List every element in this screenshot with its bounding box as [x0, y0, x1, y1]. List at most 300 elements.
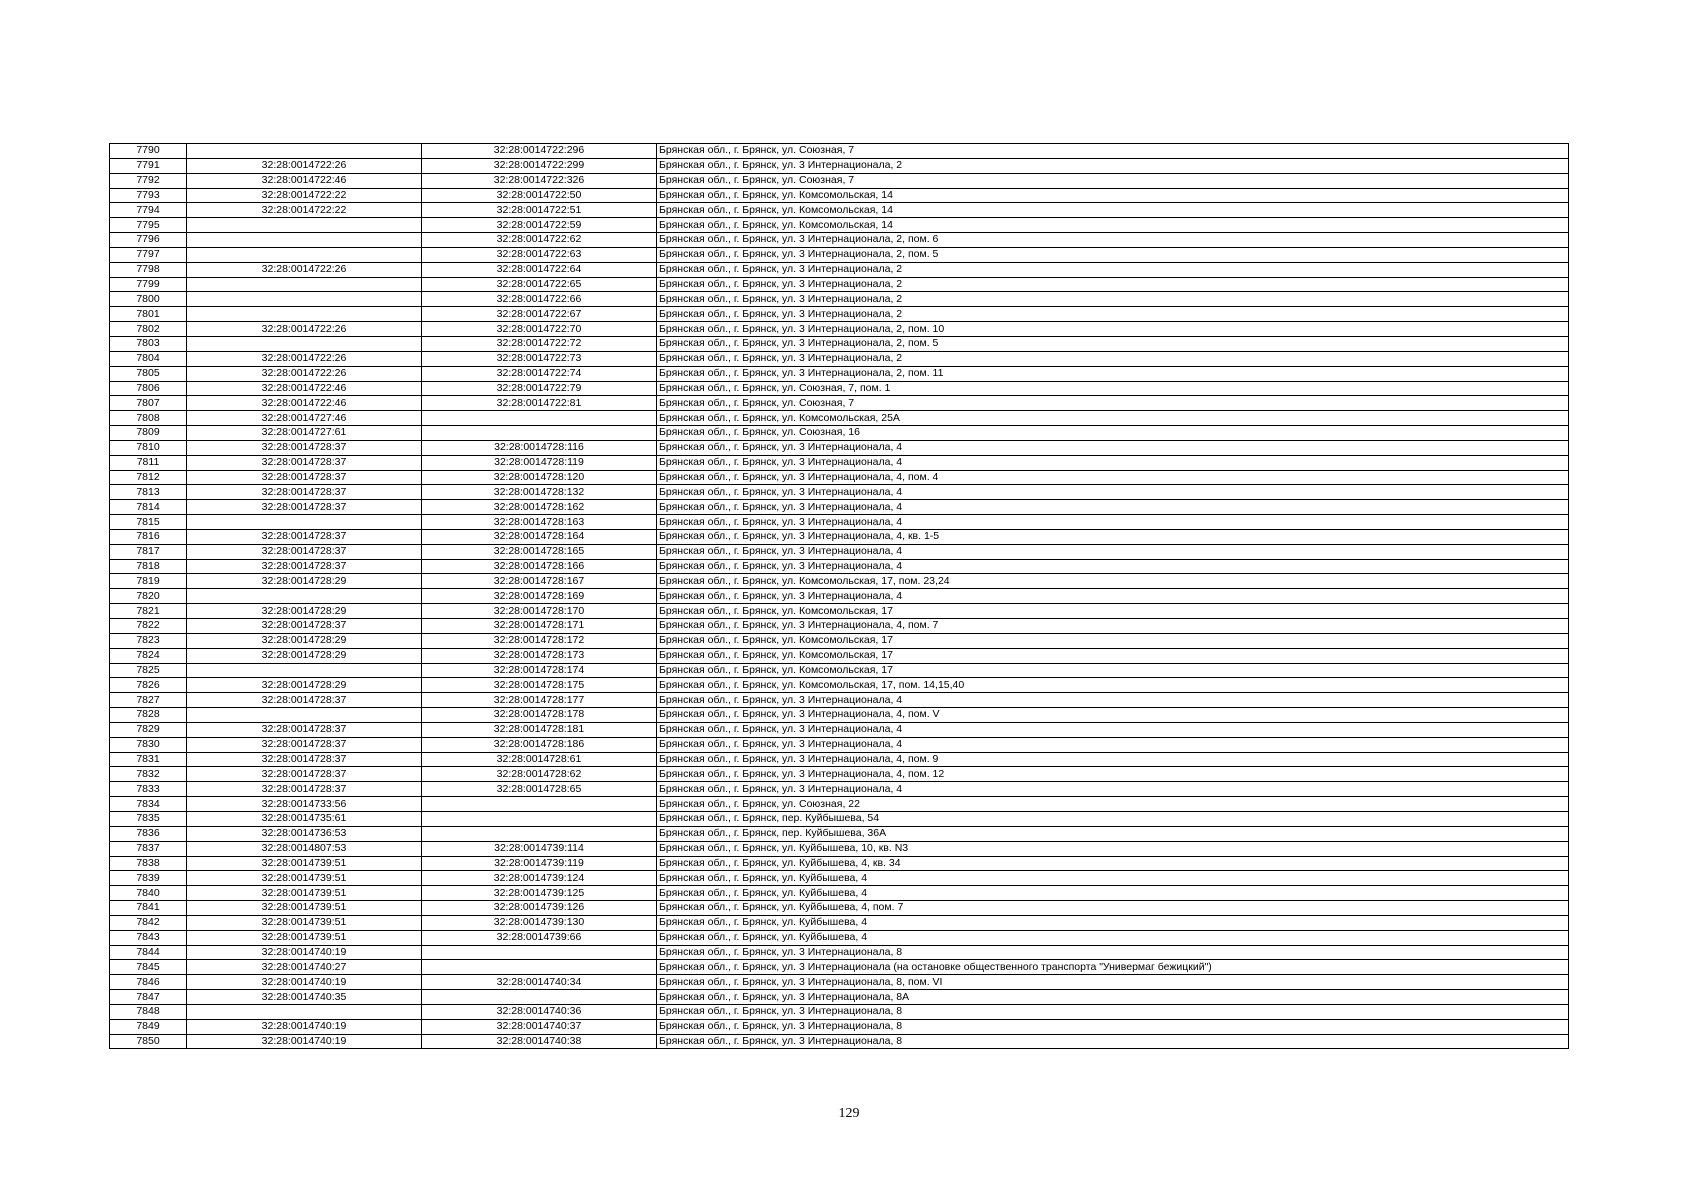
land-parcel-cadastral-cell — [187, 515, 422, 530]
address-cell: Брянская обл., г. Брянск, ул. Союзная, 16 — [657, 426, 1569, 441]
object-cadastral-cell: 32:28:0014740:36 — [422, 1004, 657, 1019]
address-cell: Брянская обл., г. Брянск, ул. 3 Интернационала, 8 — [657, 1004, 1569, 1019]
land-parcel-cadastral-cell: 32:28:0014739:51 — [187, 930, 422, 945]
land-parcel-cadastral-cell: 32:28:0014728:37 — [187, 782, 422, 797]
address-cell: Брянская обл., г. Брянск, ул. Комсомольская, 14 — [657, 218, 1569, 233]
table-row — [110, 619, 1569, 634]
address-cell: Брянская обл., г. Брянск, ул. 3 Интернационала, 4 — [657, 589, 1569, 604]
table-row — [110, 426, 1569, 441]
address-cell: Брянская обл., г. Брянск, ул. Куйбышева, 4, пом. 7 — [657, 901, 1569, 916]
land-parcel-cadastral-cell — [187, 218, 422, 233]
table-row — [110, 158, 1569, 173]
object-cadastral-cell: 32:28:0014722:326 — [422, 173, 657, 188]
address-cell: Брянская обл., г. Брянск, ул. 3 Интернационала, 8 — [657, 1019, 1569, 1034]
land-parcel-cadastral-cell: 32:28:0014722:26 — [187, 366, 422, 381]
table-row — [110, 411, 1569, 426]
table-row — [110, 455, 1569, 470]
row-number-cell: 7849 — [110, 1019, 187, 1034]
object-cadastral-cell: 32:28:0014728:167 — [422, 574, 657, 589]
object-cadastral-cell: 32:28:0014739:114 — [422, 841, 657, 856]
address-cell: Брянская обл., г. Брянск, ул. Комсомольская, 14 — [657, 188, 1569, 203]
table-row — [110, 307, 1569, 322]
address-cell: Брянская обл., г. Брянск, ул. 3 Интернационала, 4 — [657, 500, 1569, 515]
land-parcel-cadastral-cell: 32:28:0014722:26 — [187, 351, 422, 366]
address-cell: Брянская обл., г. Брянск, ул. 3 Интернационала (на остановке общественного транспорта "Универмаг бежицкий") — [657, 960, 1569, 975]
land-parcel-cadastral-cell: 32:28:0014722:26 — [187, 322, 422, 337]
address-cell: Брянская обл., г. Брянск, ул. Куйбышева, 10, кв. N3 — [657, 841, 1569, 856]
address-cell: Брянская обл., г. Брянск, ул. Комсомольская, 17 — [657, 604, 1569, 619]
row-number-cell: 7796 — [110, 233, 187, 248]
table-row — [110, 871, 1569, 886]
object-cadastral-cell: 32:28:0014728:120 — [422, 470, 657, 485]
land-parcel-cadastral-cell: 32:28:0014728:37 — [187, 752, 422, 767]
row-number-cell: 7804 — [110, 351, 187, 366]
land-parcel-cadastral-cell: 32:28:0014727:61 — [187, 426, 422, 441]
table-row — [110, 144, 1569, 159]
land-parcel-cadastral-cell: 32:28:0014733:56 — [187, 797, 422, 812]
address-cell: Брянская обл., г. Брянск, ул. 3 Интернационала, 4 — [657, 455, 1569, 470]
row-number-cell: 7848 — [110, 1004, 187, 1019]
object-cadastral-cell: 32:28:0014728:163 — [422, 515, 657, 530]
row-number-cell: 7816 — [110, 529, 187, 544]
land-parcel-cadastral-cell: 32:28:0014722:22 — [187, 188, 422, 203]
table-row — [110, 930, 1569, 945]
land-parcel-cadastral-cell: 32:28:0014740:19 — [187, 1019, 422, 1034]
row-number-cell: 7834 — [110, 797, 187, 812]
address-cell: Брянская обл., г. Брянск, ул. 3 Интернационала, 8А — [657, 990, 1569, 1005]
row-number-cell: 7841 — [110, 901, 187, 916]
address-cell: Брянская обл., г. Брянск, ул. Комсомольская, 14 — [657, 203, 1569, 218]
table-row — [110, 188, 1569, 203]
land-parcel-cadastral-cell: 32:28:0014728:29 — [187, 604, 422, 619]
row-number-cell: 7792 — [110, 173, 187, 188]
address-cell: Брянская обл., г. Брянск, ул. Куйбышева, 4 — [657, 886, 1569, 901]
land-parcel-cadastral-cell — [187, 247, 422, 262]
object-cadastral-cell: 32:28:0014722:51 — [422, 203, 657, 218]
table-row — [110, 485, 1569, 500]
object-cadastral-cell: 32:28:0014739:130 — [422, 915, 657, 930]
address-cell: Брянская обл., г. Брянск, ул. 3 Интернационала, 4, кв. 1-5 — [657, 529, 1569, 544]
table-row — [110, 990, 1569, 1005]
table-row — [110, 440, 1569, 455]
land-parcel-cadastral-cell: 32:28:0014739:51 — [187, 915, 422, 930]
object-cadastral-cell: 32:28:0014722:73 — [422, 351, 657, 366]
address-cell: Брянская обл., г. Брянск, ул. 3 Интернационала, 2 — [657, 158, 1569, 173]
address-cell: Брянская обл., г. Брянск, ул. 3 Интернационала, 2 — [657, 262, 1569, 277]
page-number: 129 — [838, 1106, 860, 1121]
object-cadastral-cell: 32:28:0014722:72 — [422, 336, 657, 351]
table-row — [110, 737, 1569, 752]
row-number-cell: 7836 — [110, 826, 187, 841]
row-number-cell: 7814 — [110, 500, 187, 515]
land-parcel-cadastral-cell: 32:28:0014728:37 — [187, 485, 422, 500]
land-parcel-cadastral-cell — [187, 1004, 422, 1019]
table-row — [110, 247, 1569, 262]
table-row — [110, 500, 1569, 515]
land-parcel-cadastral-cell: 32:28:0014728:37 — [187, 500, 422, 515]
address-cell: Брянская обл., г. Брянск, ул. 3 Интернационала, 2, пом. 11 — [657, 366, 1569, 381]
address-cell: Брянская обл., г. Брянск, ул. 3 Интернационала, 4 — [657, 722, 1569, 737]
land-parcel-cadastral-cell: 32:28:0014722:26 — [187, 262, 422, 277]
table-row — [110, 826, 1569, 841]
table-row — [110, 515, 1569, 530]
table-row — [110, 381, 1569, 396]
object-cadastral-cell: 32:28:0014728:169 — [422, 589, 657, 604]
land-parcel-cadastral-cell: 32:28:0014740:35 — [187, 990, 422, 1005]
address-cell: Брянская обл., г. Брянск, ул. Куйбышева, 4 — [657, 930, 1569, 945]
land-parcel-cadastral-cell — [187, 277, 422, 292]
row-number-cell: 7795 — [110, 218, 187, 233]
table-row — [110, 648, 1569, 663]
row-number-cell: 7831 — [110, 752, 187, 767]
row-number-cell: 7835 — [110, 811, 187, 826]
row-number-cell: 7805 — [110, 366, 187, 381]
object-cadastral-cell: 32:28:0014740:38 — [422, 1034, 657, 1049]
land-parcel-cadastral-cell: 32:28:0014736:53 — [187, 826, 422, 841]
land-parcel-cadastral-cell: 32:28:0014735:61 — [187, 811, 422, 826]
row-number-cell: 7821 — [110, 604, 187, 619]
table-row — [110, 752, 1569, 767]
object-cadastral-cell: 32:28:0014722:65 — [422, 277, 657, 292]
row-number-cell: 7791 — [110, 158, 187, 173]
row-number-cell: 7832 — [110, 767, 187, 782]
row-number-cell: 7829 — [110, 722, 187, 737]
table-row — [110, 767, 1569, 782]
row-number-cell: 7845 — [110, 960, 187, 975]
table-row — [110, 351, 1569, 366]
land-parcel-cadastral-cell: 32:28:0014728:29 — [187, 678, 422, 693]
address-cell: Брянская обл., г. Брянск, ул. 3 Интернационала, 2, пом. 5 — [657, 247, 1569, 262]
address-cell: Брянская обл., г. Брянск, ул. 3 Интернационала, 2, пом. 10 — [657, 322, 1569, 337]
land-parcel-cadastral-cell — [187, 292, 422, 307]
table-row — [110, 277, 1569, 292]
object-cadastral-cell: 32:28:0014722:64 — [422, 262, 657, 277]
address-cell: Брянская обл., г. Брянск, ул. 3 Интернационала, 8 — [657, 1034, 1569, 1049]
land-parcel-cadastral-cell: 32:28:0014722:46 — [187, 396, 422, 411]
registry-table-body — [110, 144, 1569, 1049]
row-number-cell: 7838 — [110, 856, 187, 871]
address-cell: Брянская обл., г. Брянск, ул. 3 Интернационала, 2 — [657, 292, 1569, 307]
object-cadastral-cell: 32:28:0014722:66 — [422, 292, 657, 307]
table-row — [110, 559, 1569, 574]
object-cadastral-cell: 32:28:0014728:162 — [422, 500, 657, 515]
table-row — [110, 604, 1569, 619]
object-cadastral-cell: 32:28:0014722:67 — [422, 307, 657, 322]
land-parcel-cadastral-cell: 32:28:0014722:46 — [187, 173, 422, 188]
land-parcel-cadastral-cell: 32:28:0014740:27 — [187, 960, 422, 975]
table-row — [110, 663, 1569, 678]
object-cadastral-cell: 32:28:0014728:181 — [422, 722, 657, 737]
object-cadastral-cell: 32:28:0014722:74 — [422, 366, 657, 381]
object-cadastral-cell: 32:28:0014728:172 — [422, 633, 657, 648]
address-cell: Брянская обл., г. Брянск, ул. 3 Интернационала, 2, пом. 6 — [657, 233, 1569, 248]
address-cell: Брянская обл., г. Брянск, ул. Комсомольская, 17 — [657, 648, 1569, 663]
address-cell: Брянская обл., г. Брянск, ул. 3 Интернационала, 2 — [657, 277, 1569, 292]
object-cadastral-cell: 32:28:0014728:174 — [422, 663, 657, 678]
object-cadastral-cell — [422, 990, 657, 1005]
address-cell: Брянская обл., г. Брянск, ул. Куйбышева, 4, кв. 34 — [657, 856, 1569, 871]
address-cell: Брянская обл., г. Брянск, ул. 3 Интернационала, 4, пом. 9 — [657, 752, 1569, 767]
table-row — [110, 886, 1569, 901]
land-parcel-cadastral-cell — [187, 233, 422, 248]
object-cadastral-cell: 32:28:0014728:65 — [422, 782, 657, 797]
row-number-cell: 7818 — [110, 559, 187, 574]
row-number-cell: 7833 — [110, 782, 187, 797]
land-parcel-cadastral-cell: 32:28:0014807:53 — [187, 841, 422, 856]
address-cell: Брянская обл., г. Брянск, ул. 3 Интернационала, 2, пом. 5 — [657, 336, 1569, 351]
land-parcel-cadastral-cell: 32:28:0014728:37 — [187, 529, 422, 544]
address-cell: Брянская обл., г. Брянск, ул. 3 Интернационала, 2 — [657, 307, 1569, 322]
table-row — [110, 173, 1569, 188]
table-row — [110, 574, 1569, 589]
address-cell: Брянская обл., г. Брянск, ул. 3 Интернационала, 4 — [657, 515, 1569, 530]
object-cadastral-cell: 32:28:0014722:79 — [422, 381, 657, 396]
object-cadastral-cell: 32:28:0014739:126 — [422, 901, 657, 916]
address-cell: Брянская обл., г. Брянск, ул. Комсомольская, 17, пом. 14,15,40 — [657, 678, 1569, 693]
object-cadastral-cell: 32:28:0014722:50 — [422, 188, 657, 203]
table-row — [110, 915, 1569, 930]
land-parcel-cadastral-cell: 32:28:0014728:37 — [187, 544, 422, 559]
object-cadastral-cell: 32:28:0014722:81 — [422, 396, 657, 411]
land-parcel-cadastral-cell: 32:28:0014727:46 — [187, 411, 422, 426]
address-cell: Брянская обл., г. Брянск, ул. 3 Интернационала, 4, пом. 4 — [657, 470, 1569, 485]
row-number-cell: 7842 — [110, 915, 187, 930]
land-parcel-cadastral-cell — [187, 663, 422, 678]
land-parcel-cadastral-cell: 32:28:0014728:29 — [187, 648, 422, 663]
table-row — [110, 366, 1569, 381]
address-cell: Брянская обл., г. Брянск, ул. 3 Интернационала, 4 — [657, 782, 1569, 797]
row-number-cell: 7819 — [110, 574, 187, 589]
object-cadastral-cell: 32:28:0014728:164 — [422, 529, 657, 544]
land-parcel-cadastral-cell — [187, 589, 422, 604]
object-cadastral-cell — [422, 945, 657, 960]
address-cell: Брянская обл., г. Брянск, ул. Союзная, 7 — [657, 396, 1569, 411]
table-row — [110, 678, 1569, 693]
land-parcel-cadastral-cell: 32:28:0014722:46 — [187, 381, 422, 396]
row-number-cell: 7815 — [110, 515, 187, 530]
table-row — [110, 797, 1569, 812]
address-cell: Брянская обл., г. Брянск, ул. Куйбышева, 4 — [657, 915, 1569, 930]
row-number-cell: 7847 — [110, 990, 187, 1005]
land-parcel-cadastral-cell: 32:28:0014740:19 — [187, 1034, 422, 1049]
object-cadastral-cell: 32:28:0014728:175 — [422, 678, 657, 693]
object-cadastral-cell: 32:28:0014722:63 — [422, 247, 657, 262]
object-cadastral-cell: 32:28:0014722:62 — [422, 233, 657, 248]
row-number-cell: 7801 — [110, 307, 187, 322]
address-cell: Брянская обл., г. Брянск, ул. Комсомольская, 17, пом. 23,24 — [657, 574, 1569, 589]
land-parcel-cadastral-cell: 32:28:0014740:19 — [187, 975, 422, 990]
object-cadastral-cell: 32:28:0014728:119 — [422, 455, 657, 470]
address-cell: Брянская обл., г. Брянск, ул. 3 Интернационала, 8, пом. VI — [657, 975, 1569, 990]
row-number-cell: 7825 — [110, 663, 187, 678]
address-cell: Брянская обл., г. Брянск, ул. 3 Интернационала, 4 — [657, 693, 1569, 708]
row-number-cell: 7809 — [110, 426, 187, 441]
row-number-cell: 7827 — [110, 693, 187, 708]
address-cell: Брянская обл., г. Брянск, ул. 3 Интернационала, 4, пом. V — [657, 708, 1569, 723]
object-cadastral-cell: 32:28:0014728:165 — [422, 544, 657, 559]
land-parcel-cadastral-cell: 32:28:0014728:37 — [187, 722, 422, 737]
object-cadastral-cell — [422, 826, 657, 841]
address-cell: Брянская обл., г. Брянск, ул. 3 Интернационала, 4, пом. 7 — [657, 619, 1569, 634]
address-cell: Брянская обл., г. Брянск, ул. Союзная, 7 — [657, 173, 1569, 188]
land-parcel-cadastral-cell: 32:28:0014728:37 — [187, 455, 422, 470]
address-cell: Брянская обл., г. Брянск, ул. Комсомольская, 17 — [657, 633, 1569, 648]
land-parcel-cadastral-cell — [187, 307, 422, 322]
row-number-cell: 7793 — [110, 188, 187, 203]
land-parcel-cadastral-cell: 32:28:0014728:37 — [187, 693, 422, 708]
row-number-cell: 7800 — [110, 292, 187, 307]
object-cadastral-cell: 32:28:0014728:62 — [422, 767, 657, 782]
object-cadastral-cell — [422, 797, 657, 812]
address-cell: Брянская обл., г. Брянск, ул. 3 Интернационала, 8 — [657, 945, 1569, 960]
object-cadastral-cell — [422, 426, 657, 441]
address-cell: Брянская обл., г. Брянск, ул. 3 Интернационала, 4, пом. 12 — [657, 767, 1569, 782]
row-number-cell: 7807 — [110, 396, 187, 411]
table-row — [110, 322, 1569, 337]
object-cadastral-cell: 32:28:0014740:37 — [422, 1019, 657, 1034]
table-row — [110, 960, 1569, 975]
registry-table — [109, 143, 1569, 1049]
table-row — [110, 544, 1569, 559]
object-cadastral-cell: 32:28:0014722:70 — [422, 322, 657, 337]
land-parcel-cadastral-cell: 32:28:0014728:37 — [187, 440, 422, 455]
land-parcel-cadastral-cell — [187, 144, 422, 159]
row-number-cell: 7828 — [110, 708, 187, 723]
address-cell: Брянская обл., г. Брянск, ул. 3 Интернационала, 2 — [657, 351, 1569, 366]
row-number-cell: 7824 — [110, 648, 187, 663]
object-cadastral-cell: 32:28:0014739:125 — [422, 886, 657, 901]
land-parcel-cadastral-cell: 32:28:0014728:29 — [187, 633, 422, 648]
row-number-cell: 7820 — [110, 589, 187, 604]
table-row — [110, 1004, 1569, 1019]
table-row — [110, 529, 1569, 544]
table-row — [110, 470, 1569, 485]
table-row — [110, 722, 1569, 737]
land-parcel-cadastral-cell — [187, 336, 422, 351]
table-row — [110, 901, 1569, 916]
row-number-cell: 7846 — [110, 975, 187, 990]
land-parcel-cadastral-cell: 32:28:0014728:37 — [187, 767, 422, 782]
land-parcel-cadastral-cell: 32:28:0014739:51 — [187, 871, 422, 886]
object-cadastral-cell: 32:28:0014728:171 — [422, 619, 657, 634]
object-cadastral-cell: 32:28:0014728:186 — [422, 737, 657, 752]
object-cadastral-cell: 32:28:0014740:34 — [422, 975, 657, 990]
table-row — [110, 945, 1569, 960]
row-number-cell: 7843 — [110, 930, 187, 945]
table-row — [110, 336, 1569, 351]
row-number-cell: 7810 — [110, 440, 187, 455]
row-number-cell: 7817 — [110, 544, 187, 559]
row-number-cell: 7808 — [110, 411, 187, 426]
land-parcel-cadastral-cell — [187, 708, 422, 723]
table-row — [110, 693, 1569, 708]
object-cadastral-cell: 32:28:0014722:59 — [422, 218, 657, 233]
row-number-cell: 7850 — [110, 1034, 187, 1049]
address-cell: Брянская обл., г. Брянск, ул. 3 Интернационала, 4 — [657, 485, 1569, 500]
row-number-cell: 7811 — [110, 455, 187, 470]
row-number-cell: 7799 — [110, 277, 187, 292]
address-cell: Брянская обл., г. Брянск, ул. 3 Интернационала, 4 — [657, 737, 1569, 752]
row-number-cell: 7823 — [110, 633, 187, 648]
land-parcel-cadastral-cell: 32:28:0014740:19 — [187, 945, 422, 960]
row-number-cell: 7797 — [110, 247, 187, 262]
object-cadastral-cell: 32:28:0014739:66 — [422, 930, 657, 945]
address-cell: Брянская обл., г. Брянск, ул. 3 Интернационала, 4 — [657, 559, 1569, 574]
land-parcel-cadastral-cell: 32:28:0014728:37 — [187, 470, 422, 485]
row-number-cell: 7806 — [110, 381, 187, 396]
table-row — [110, 1019, 1569, 1034]
address-cell: Брянская обл., г. Брянск, ул. Союзная, 7 — [657, 144, 1569, 159]
row-number-cell: 7844 — [110, 945, 187, 960]
row-number-cell: 7802 — [110, 322, 187, 337]
row-number-cell: 7830 — [110, 737, 187, 752]
row-number-cell: 7803 — [110, 336, 187, 351]
row-number-cell: 7794 — [110, 203, 187, 218]
table-row — [110, 262, 1569, 277]
object-cadastral-cell: 32:28:0014728:178 — [422, 708, 657, 723]
object-cadastral-cell: 32:28:0014728:116 — [422, 440, 657, 455]
row-number-cell: 7798 — [110, 262, 187, 277]
row-number-cell: 7826 — [110, 678, 187, 693]
table-row — [110, 218, 1569, 233]
object-cadastral-cell: 32:28:0014739:119 — [422, 856, 657, 871]
land-parcel-cadastral-cell: 32:28:0014728:37 — [187, 737, 422, 752]
table-row — [110, 975, 1569, 990]
object-cadastral-cell: 32:28:0014722:299 — [422, 158, 657, 173]
address-cell: Брянская обл., г. Брянск, ул. 3 Интернационала, 4 — [657, 544, 1569, 559]
row-number-cell: 7837 — [110, 841, 187, 856]
table-row — [110, 811, 1569, 826]
address-cell: Брянская обл., г. Брянск, ул. Комсомольская, 25А — [657, 411, 1569, 426]
object-cadastral-cell: 32:28:0014728:132 — [422, 485, 657, 500]
table-row — [110, 782, 1569, 797]
table-row — [110, 633, 1569, 648]
object-cadastral-cell: 32:28:0014728:170 — [422, 604, 657, 619]
row-number-cell: 7839 — [110, 871, 187, 886]
object-cadastral-cell — [422, 411, 657, 426]
address-cell: Брянская обл., г. Брянск, ул. Союзная, 22 — [657, 797, 1569, 812]
object-cadastral-cell: 32:28:0014728:173 — [422, 648, 657, 663]
land-parcel-cadastral-cell: 32:28:0014728:37 — [187, 619, 422, 634]
land-parcel-cadastral-cell: 32:28:0014722:22 — [187, 203, 422, 218]
land-parcel-cadastral-cell: 32:28:0014739:51 — [187, 886, 422, 901]
address-cell: Брянская обл., г. Брянск, ул. Комсомольская, 17 — [657, 663, 1569, 678]
object-cadastral-cell: 32:28:0014728:61 — [422, 752, 657, 767]
table-row — [110, 856, 1569, 871]
land-parcel-cadastral-cell: 32:28:0014722:26 — [187, 158, 422, 173]
object-cadastral-cell: 32:28:0014728:177 — [422, 693, 657, 708]
object-cadastral-cell — [422, 960, 657, 975]
address-cell: Брянская обл., г. Брянск, ул. Куйбышева, 4 — [657, 871, 1569, 886]
row-number-cell: 7813 — [110, 485, 187, 500]
table-row — [110, 396, 1569, 411]
land-parcel-cadastral-cell: 32:28:0014728:37 — [187, 559, 422, 574]
table-row — [110, 292, 1569, 307]
table-row — [110, 708, 1569, 723]
object-cadastral-cell: 32:28:0014728:166 — [422, 559, 657, 574]
table-row — [110, 1034, 1569, 1049]
row-number-cell: 7790 — [110, 144, 187, 159]
table-row — [110, 233, 1569, 248]
land-parcel-cadastral-cell: 32:28:0014739:51 — [187, 901, 422, 916]
table-row — [110, 203, 1569, 218]
row-number-cell: 7812 — [110, 470, 187, 485]
table-row — [110, 589, 1569, 604]
address-cell: Брянская обл., г. Брянск, ул. Союзная, 7, пом. 1 — [657, 381, 1569, 396]
row-number-cell: 7822 — [110, 619, 187, 634]
object-cadastral-cell: 32:28:0014722:296 — [422, 144, 657, 159]
address-cell: Брянская обл., г. Брянск, пер. Куйбышева, 36А — [657, 826, 1569, 841]
